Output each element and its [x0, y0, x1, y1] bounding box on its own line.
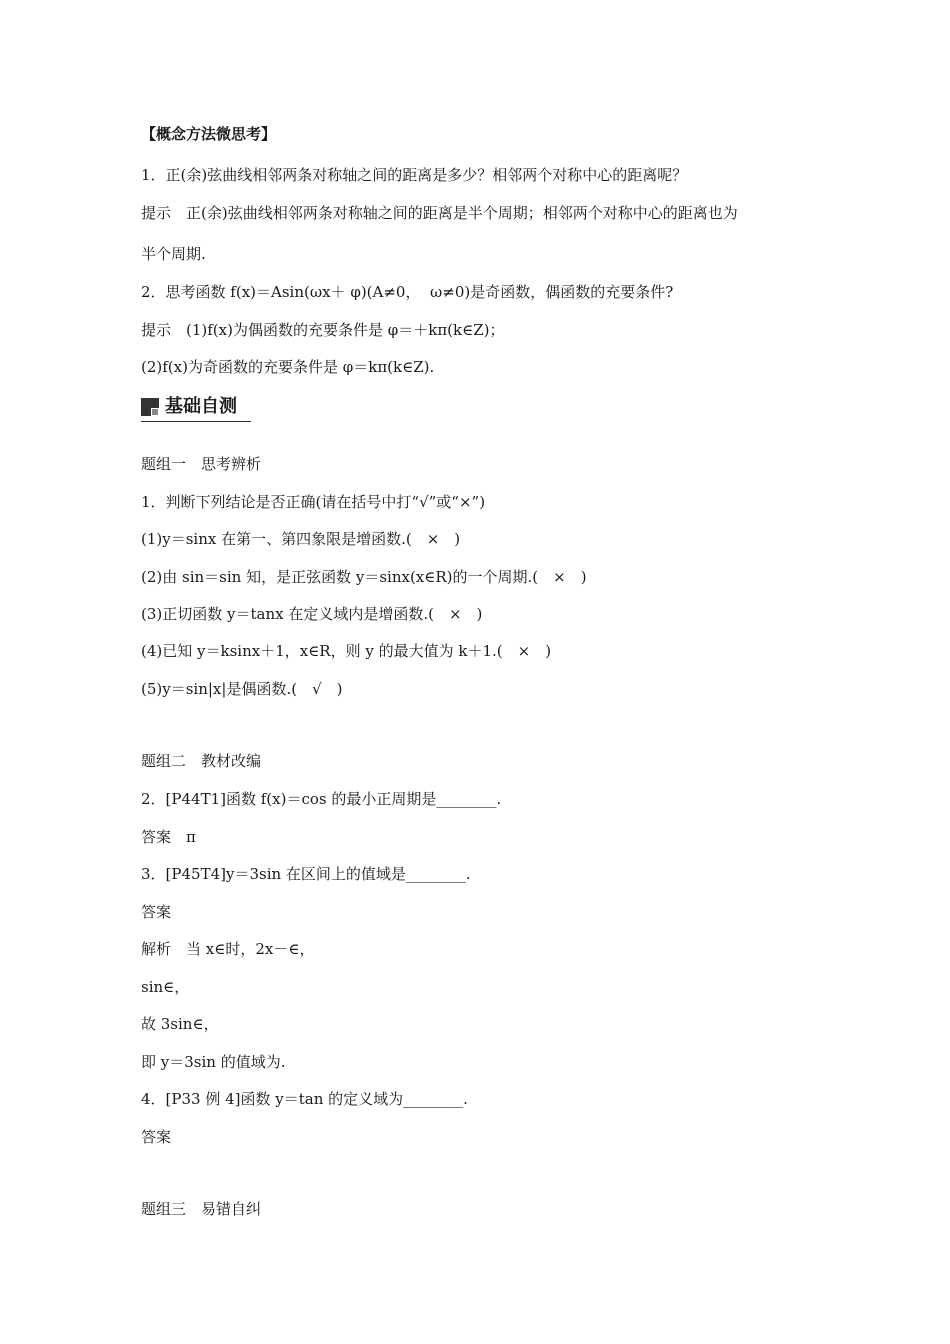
- section-underline: [141, 421, 251, 422]
- group1-title: 题组一 思考辨析: [141, 455, 262, 473]
- group2-question-4: 4．[P33 例 4]函数 y＝tan 的定义域为________.: [141, 1090, 468, 1108]
- concept-answer-1-line2: 半个周期.: [141, 245, 206, 263]
- concept-answer-2-line2: (2)f(x)为奇函数的充要条件是 φ＝kπ(k∈Z).: [141, 358, 435, 376]
- section-square-icon: [141, 398, 159, 416]
- solution-line-4: 即 y＝3sin 的值域为.: [141, 1053, 286, 1071]
- group2-answer-3: 答案: [141, 903, 172, 921]
- group2-answer-2: 答案 π: [141, 828, 196, 846]
- concept-question-1: 1．正(余)弦曲线相邻两条对称轴之间的距离是多少？相邻两个对称中心的距离呢？: [141, 166, 688, 184]
- judgement-item-2: (2)由 sin＝sin 知，是正弦函数 y＝sinx(x∈R)的一个周期.( × ): [141, 568, 587, 586]
- judgement-item-1: (1)y＝sinx 在第一、第四象限是增函数.( × ): [141, 530, 461, 548]
- group1-question-1: 1．判断下列结论是否正确(请在括号中打“√”或“×”): [141, 493, 486, 511]
- solution-line-2: sin∈，: [141, 978, 190, 996]
- section-title: 基础自测: [165, 396, 237, 417]
- group2-answer-4: 答案: [141, 1128, 172, 1146]
- solution-line-3: 故 3sin∈，: [141, 1015, 219, 1033]
- concept-question-2: 2．思考函数 f(x)＝Asin(ωx＋ φ)(A≠0， ω≠0)是奇函数，偶函数的充要条件?: [141, 283, 674, 301]
- group2-question-3: 3．[P45T4]y＝3sin 在区间上的值域是________.: [141, 865, 471, 883]
- section-header: [141, 396, 251, 422]
- group2-question-2: 2．[P44T1]函数 f(x)＝cos 的最小正周期是________.: [141, 790, 502, 808]
- group2-title: 题组二 教材改编: [141, 752, 262, 770]
- concept-answer-2-line1: 提示 (1)f(x)为偶函数的充要条件是 φ＝＋kπ(k∈Z)；: [141, 321, 505, 339]
- concept-answer-1-line1: 提示 正(余)弦曲线相邻两条对称轴之间的距离是半个周期；相邻两个对称中心的距离也为: [141, 204, 738, 222]
- concept-heading: 【概念方法微思考】: [141, 125, 277, 143]
- group3-title: 题组三 易错自纠: [141, 1200, 262, 1218]
- judgement-item-4: (4)已知 y＝ksinx＋1，x∈R，则 y 的最大值为 k＋1.( × ): [141, 642, 552, 660]
- solution-line-1: 解析 当 x∈时，2x－∈，: [141, 940, 315, 958]
- judgement-item-5: (5)y＝sin|x|是偶函数.( √ ): [141, 680, 343, 698]
- judgement-item-3: (3)正切函数 y＝tanx 在定义域内是增函数.( × ): [141, 605, 483, 623]
